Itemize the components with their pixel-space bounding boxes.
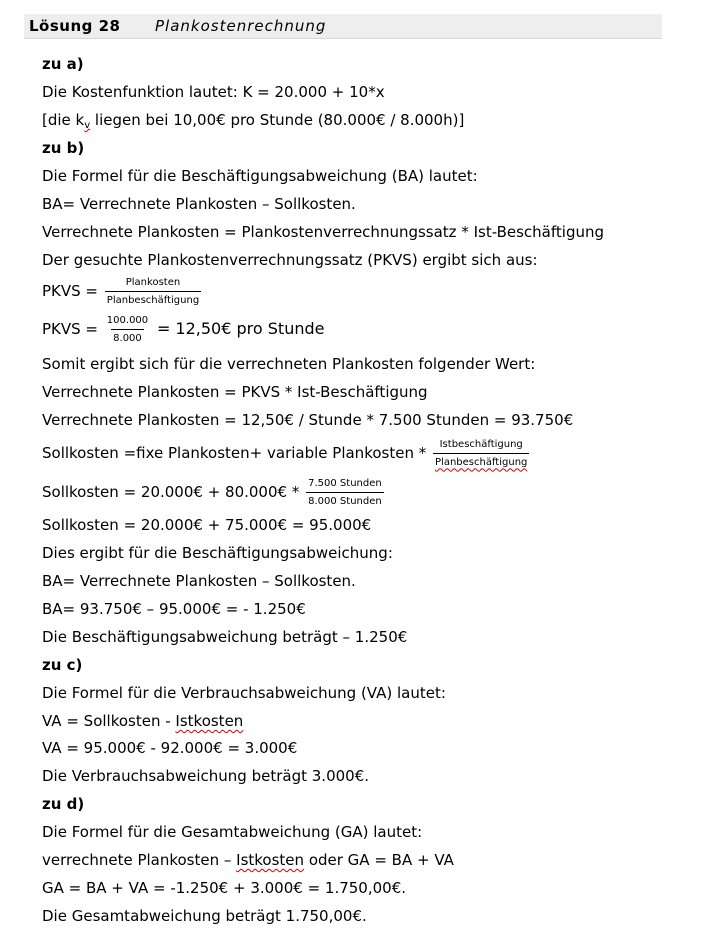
cost-function-line: Die Kostenfunktion lautet: K = 20.000 + 10*x <box>42 83 385 101</box>
verrechnete-formula: Verrechnete Plankosten = Plankostenverrechnungssatz * Ist-Beschäftigung <box>42 223 604 241</box>
pkvs-calculation: PKVS = $\frac{100.000}{8.000}$ = 12,50€ pro Stunde <box>42 314 325 344</box>
ga-formula: verrechnete Plankosten – Istkosten oder GA = BA + VA <box>42 851 454 869</box>
va-formula: VA = Sollkosten - Istkosten <box>42 712 244 730</box>
section-c-heading: zu c) <box>42 656 83 674</box>
verrechnete-formula-pkvs: Verrechnete Plankosten = PKVS * Ist-Beschäftigung <box>42 383 428 401</box>
ga-formula-intro: Die Formel für die Gesamtabweichung (GA) lautet: <box>42 823 423 841</box>
solution-header <box>24 14 662 39</box>
va-result: Die Verbrauchsabweichung beträgt 3.000€. <box>42 767 370 785</box>
section-d-heading: zu d) <box>42 795 85 813</box>
ba-formula-intro: Die Formel für die Beschäftigungsabweichung (BA) lautet: <box>42 167 478 185</box>
variable-cost-note: [die $k_v$ liegen bei 10,00€ pro Stunde (80.000€ / 8.000h)] <box>42 111 465 131</box>
solution-title: Plankostenrechnung <box>155 17 327 35</box>
verrechnete-intro: Somit ergibt sich für die verrechneten Plankosten folgender Wert: <box>42 355 536 373</box>
ba-formula-repeat: BA= Verrechnete Plankosten – Sollkosten. <box>42 572 356 590</box>
va-calculation: VA = 95.000€ - 92.000€ = 3.000€ <box>42 739 298 757</box>
ba-result-intro: Dies ergibt für die Beschäftigungsabweichung: <box>42 544 393 562</box>
ba-calculation: BA= 93.750€ – 95.000€ = - 1.250€ <box>42 600 306 618</box>
section-b-heading: zu b) <box>42 139 85 157</box>
solution-number: Lösung 28 <box>29 17 121 35</box>
ba-formula: BA= Verrechnete Plankosten – Sollkosten. <box>42 195 356 213</box>
pkvs-formula: PKVS = $\frac{\text{Plankosten}}{\text{Planbeschäftigung}}$ <box>42 276 200 306</box>
pkvs-value-fraction: $\frac{100.000}{8.000}$ <box>106 314 149 344</box>
va-formula-intro: Die Formel für die Verbrauchsabweichung (VA) lautet: <box>42 684 446 702</box>
pkvs-intro: Der gesuchte Plankostenverrechnungssatz (PKVS) ergibt sich aus: <box>42 251 538 269</box>
sollkosten-substitution: Sollkosten = 20.000€ + 80.000€ * $\frac{\text{7.500 Stunden}}{\text{8.000 Stunden}}$ <box>42 477 382 507</box>
stunden-fraction: $\frac{\text{7.500 Stunden}}{\text{8.000 Stunden}}$ <box>308 477 382 507</box>
sollkosten-result: Sollkosten = 20.000€ + 75.000€ = 95.000€ <box>42 516 372 534</box>
ga-calculation: GA = BA + VA = -1.250€ + 3.000€ = 1.750,00€. <box>42 879 407 897</box>
verrechnete-calculation: Verrechnete Plankosten = 12,50€ / Stunde * 7.500 Stunden = 93.750€ <box>42 411 574 429</box>
ba-result: Die Beschäftigungsabweichung beträgt – 1.250€ <box>42 628 408 646</box>
sollkosten-formula: Sollkosten =fixe Plankosten+ variable Plankosten * $\frac{\text{Istbeschäftigung}}{\text{Planbeschäftigung}}$ <box>42 438 528 468</box>
ga-result: Die Gesamtabweichung beträgt 1.750,00€. <box>42 907 367 925</box>
pkvs-fraction: $\frac{\text{Plankosten}}{\text{Planbeschäftigung}}$ <box>106 276 200 306</box>
section-a-heading: zu a) <box>42 55 84 73</box>
beschaeftigung-fraction: $\frac{\text{Istbeschäftigung}}{\text{Planbeschäftigung}}$ <box>435 438 528 468</box>
